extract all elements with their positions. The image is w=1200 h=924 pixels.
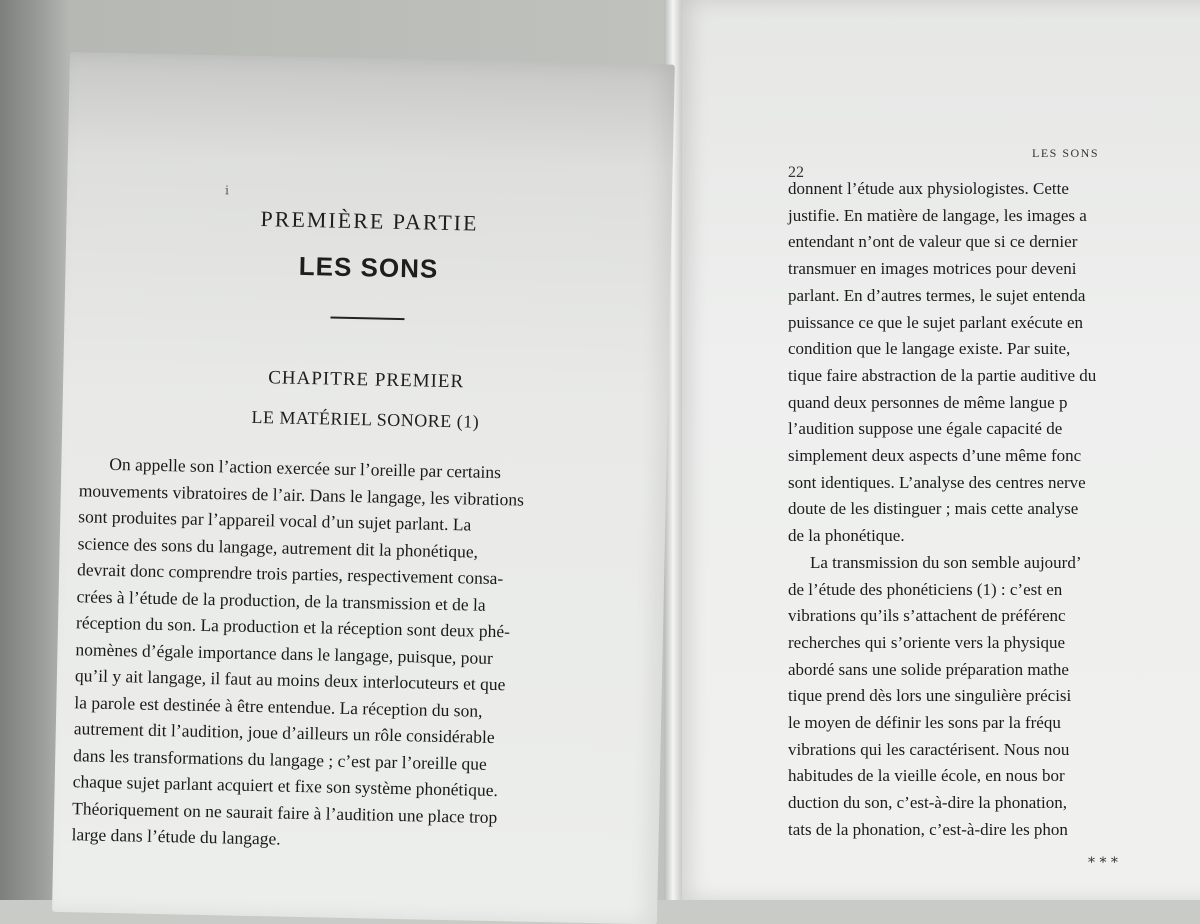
right-body-text: [788, 176, 1200, 844]
text-line: simplement deux aspects d’une même fonc: [788, 446, 1082, 466]
text-line: doute de les distinguer ; mais cette analyse: [788, 499, 1079, 519]
text-line: justifie. En matière de langage, les images a: [788, 205, 1087, 225]
text-line: science des sons du langage, autrement dit la phonétique,: [77, 532, 479, 562]
page-number: 22: [788, 164, 804, 181]
text-line: de la phonétique.: [788, 526, 905, 546]
text-line: recherches qui s’oriente vers la physique: [788, 632, 1066, 652]
text-line: le moyen de définir les sons par la fréqu: [788, 713, 1061, 733]
text-line: habitudes de la vieille école, en nous bor: [788, 766, 1065, 786]
text-line: tats de la phonation, c’est-à-dire les phon: [788, 819, 1068, 839]
part-name: LES SONS: [298, 250, 439, 284]
text-line: de l’étude des phonéticiens (1) : c’est en: [788, 579, 1063, 599]
text-line: condition que le langage existe. Par suite,: [788, 339, 1071, 359]
text-line: La transmission du son semble aujourd’: [810, 552, 1082, 572]
section-title: LE MATÉRIEL SONORE (1): [251, 406, 480, 432]
text-line: vibrations qui les caractérisent. Nous nou: [788, 739, 1070, 759]
text-line: réception du son. La production et la réception sont deux phé-: [75, 612, 511, 642]
corner-mark: i: [224, 183, 230, 198]
part-title: PREMIÈRE PARTIE: [260, 206, 479, 236]
text-line: sont identiques. L’analyse des centres nerve: [788, 472, 1086, 492]
text-line: l’audition suppose une égale capacité de: [788, 419, 1063, 439]
chapter-title: CHAPITRE PREMIER: [268, 367, 465, 393]
section-rule: [330, 317, 404, 321]
text-line: crées à l’étude de la production, de la transmission et de la: [76, 585, 486, 615]
text-line: chaque sujet parlant acquiert et fixe son système phonétique.: [72, 771, 499, 801]
left-body-text: [71, 450, 649, 859]
text-line: puissance ce que le sujet parlant exécute en: [788, 312, 1084, 332]
left-page-content: [71, 192, 655, 859]
text-line: dans les transformations du langage ; c’est par l’oreille que: [73, 744, 487, 774]
text-line: duction du son, c’est-à-dire la phonation,: [788, 793, 1068, 813]
text-line: la parole est destinée à être entendue. La réception du son,: [74, 691, 483, 721]
left-page: [52, 52, 675, 924]
text-line: quand deux personnes de même langue p: [788, 392, 1068, 412]
text-line: parlant. En d’autres termes, le sujet entenda: [788, 285, 1086, 305]
text-line: nomènes d’égale importance dans le langage, puisque, pour: [75, 638, 494, 668]
text-line: qu’il y ait langage, il faut au moins deux interlocuteurs et que: [74, 665, 506, 695]
text-line: mouvements vibratoires de l’air. Dans le langage, les vibrations: [78, 479, 525, 510]
text-line: autrement dit l’audition, joue d’ailleurs un rôle considérable: [73, 718, 495, 748]
text-line: sont produites par l’appareil vocal d’un sujet parlant. La: [78, 506, 472, 535]
text-line: On appelle son l’action exercée sur l’oreille par certains: [109, 453, 502, 483]
text-line: donnent l’étude aux physiologistes. Cette: [788, 179, 1069, 198]
text-line: Théoriquement on ne saurait faire à l’audition une place trop: [71, 797, 498, 827]
text-line: tique faire abstraction de la partie auditive du: [788, 365, 1097, 385]
running-head: LES SONS: [1032, 146, 1100, 160]
asterism: * * *: [1088, 855, 1118, 871]
text-line: large dans l’étude du langage.: [71, 824, 281, 849]
text-line: vibrations qu’ils s’attachent de préférenc: [788, 606, 1066, 626]
text-line: entendant n’ont de valeur que si ce dernier: [788, 232, 1078, 252]
text-line: transmuer en images motrices pour deveni: [788, 259, 1077, 279]
text-line: abordé sans une solide préparation mathe: [788, 659, 1069, 679]
text-line: devrait donc comprendre trois parties, respectivement consa-: [76, 559, 504, 589]
text-line: tique prend dès lors une singulière précisi: [788, 686, 1072, 706]
